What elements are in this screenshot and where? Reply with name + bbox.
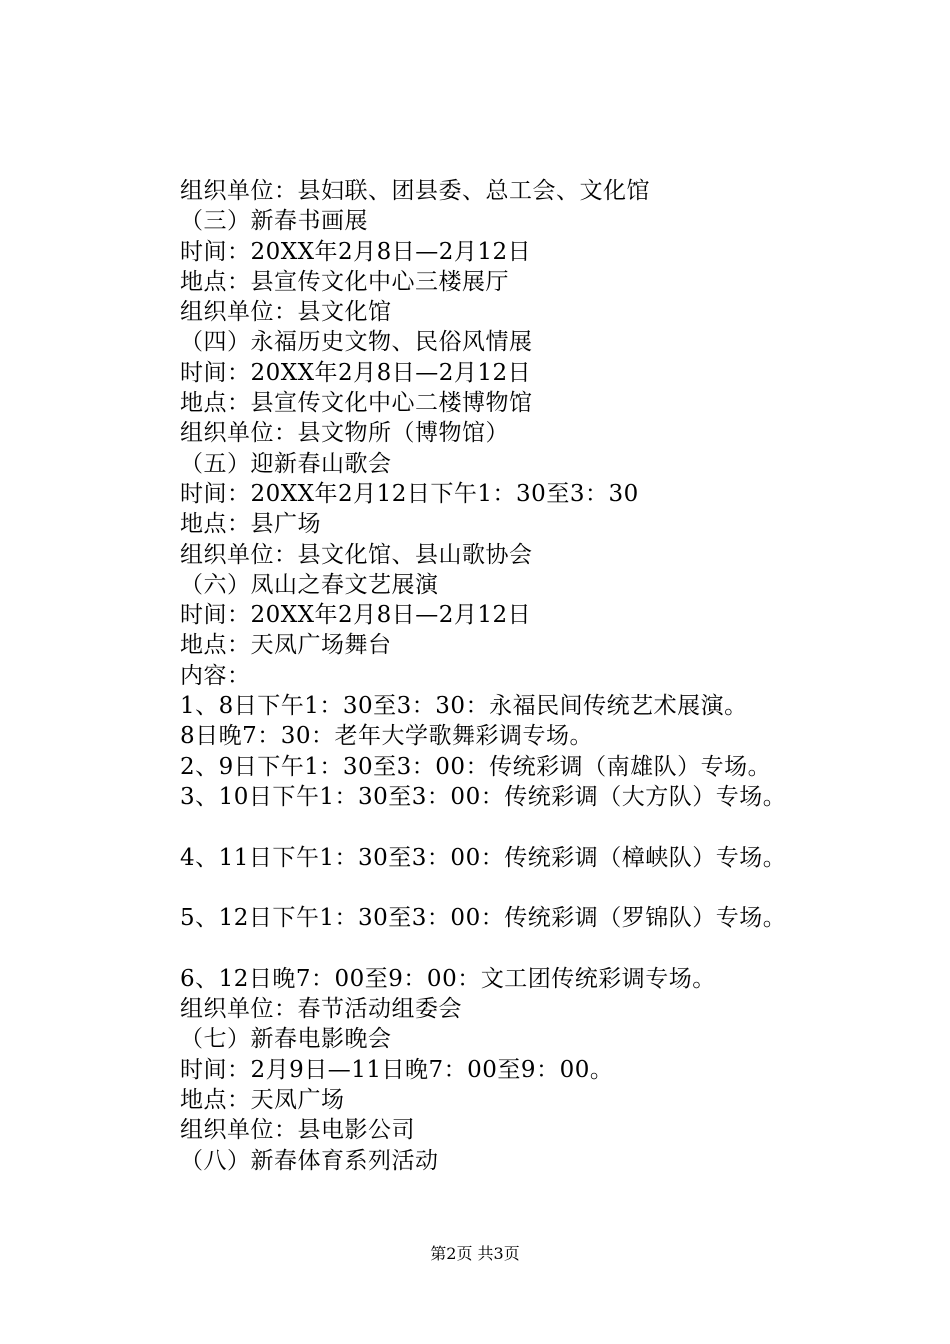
text-line: 地点：天凤广场舞台 [180,632,392,659]
text-line: 地点：县宣传文化中心三楼展厅 [180,268,509,295]
section-heading: （六）凤山之春文艺展演 [180,571,439,598]
text-line: 3、10日下午1：30至3：00：传统彩调（大方队）专场。 [180,783,787,810]
blank-line [180,933,880,963]
text-line: 8日晚7：30：老年大学歌舞彩调专场。 [180,723,594,750]
text-line: 地点：县广场 [180,511,321,538]
page-number-footer: 第2页 共3页 [430,1244,520,1263]
text-line: 1、8日下午1：30至3：30：永福民间传统艺术展演。 [180,693,748,720]
text-line: 组织单位：县电影公司 [180,1117,415,1144]
section-heading: （三）新春书画展 [180,208,368,235]
text-line: 组织单位：县妇联、团县委、总工会、文化馆 [180,178,650,204]
text-line: 4、11日下午1：30至3：00：传统彩调（樟峡队）专场。 [180,844,787,871]
text-line: 6、12日晚7：00至9：00：文工团传统彩调专场。 [180,965,716,992]
text-line: 5、12日下午1：30至3：00：传统彩调（罗锦队）专场。 [180,905,787,932]
text-line: 时间：20XX年2月8日—2月12日 [180,359,532,386]
text-line: 组织单位：县文化馆、县山歌协会 [180,541,533,568]
document-body [180,176,880,1176]
blank-line [180,812,880,842]
section-heading: （五）迎新春山歌会 [180,450,392,477]
text-line: 时间：2月9日—11日晚7：00至9：00。 [180,1056,614,1083]
text-line: 地点：县宣传文化中心二楼博物馆 [180,390,533,417]
text-line: 2、9日下午1：30至3：00：传统彩调（南雄队）专场。 [180,753,772,780]
text-line: 组织单位：春节活动组委会 [180,996,462,1023]
blank-line [180,873,880,903]
text-line: 组织单位：县文物所（博物馆） [180,420,509,447]
section-heading: （四）永福历史文物、民俗风情展 [180,329,533,356]
text-line: 地点：天凤广场 [180,1086,345,1113]
text-line: 时间：20XX年2月8日—2月12日 [180,602,532,629]
section-heading: （八）新春体育系列活动 [180,1147,439,1174]
text-line: 时间：20XX年2月12日下午1：30至3：30 [180,480,639,507]
text-line: 组织单位：县文化馆 [180,299,392,326]
text-line: 内容： [180,662,251,689]
text-line: 时间：20XX年2月8日—2月12日 [180,238,532,265]
section-heading: （七）新春电影晚会 [180,1026,392,1053]
